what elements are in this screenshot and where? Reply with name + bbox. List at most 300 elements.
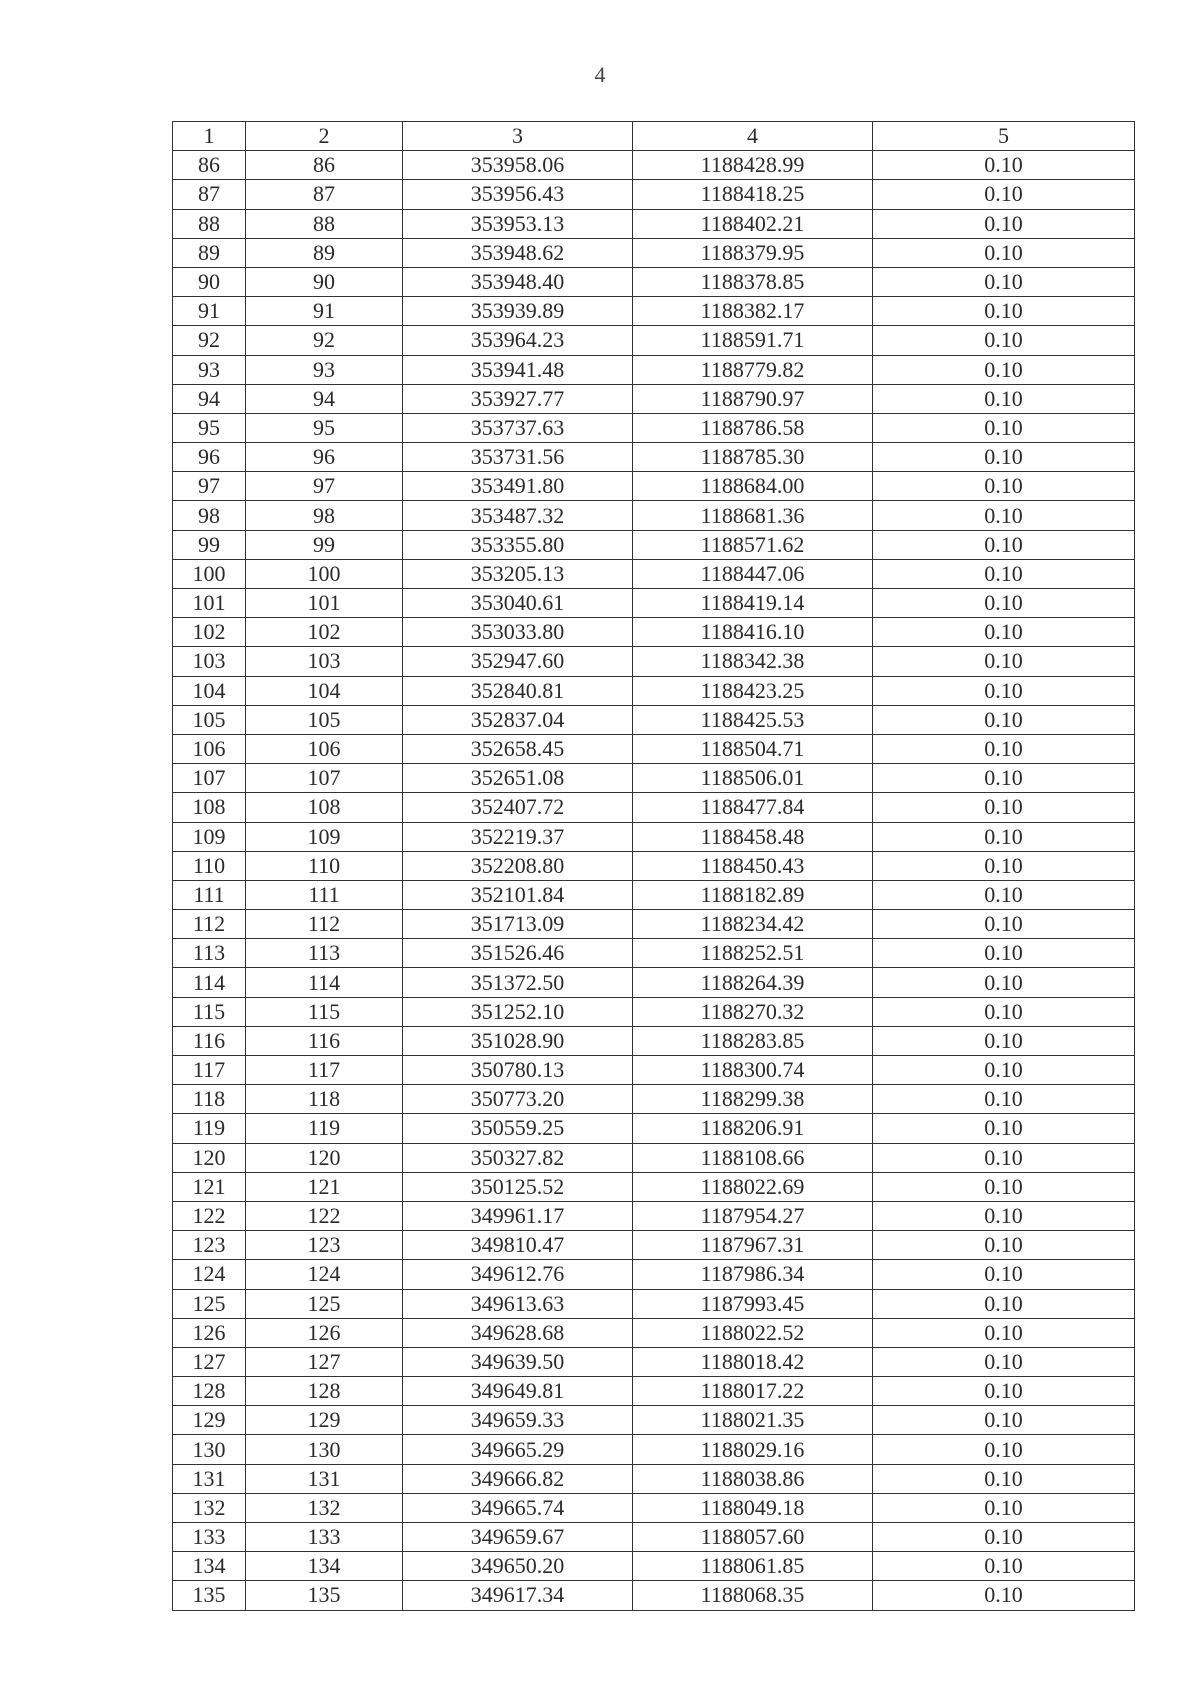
cell-coordinate-y: 1188382.17 <box>633 297 873 326</box>
table-row <box>173 1406 1135 1435</box>
cell-point-number: 106 <box>173 734 246 763</box>
cell-coordinate-x: 352101.84 <box>403 880 633 909</box>
table-row <box>173 676 1135 705</box>
table-row <box>173 1085 1135 1114</box>
cell-point-id: 111 <box>246 880 403 909</box>
cell-value: 0.10 <box>873 1464 1135 1493</box>
cell-coordinate-y: 1188423.25 <box>633 676 873 705</box>
cell-point-id: 87 <box>246 180 403 209</box>
cell-point-number: 126 <box>173 1318 246 1347</box>
coordinates-table <box>172 121 1135 1611</box>
cell-value: 0.10 <box>873 705 1135 734</box>
cell-point-number: 112 <box>173 910 246 939</box>
cell-value: 0.10 <box>873 209 1135 238</box>
cell-coordinate-y: 1187993.45 <box>633 1289 873 1318</box>
cell-point-number: 97 <box>173 472 246 501</box>
table-row <box>173 1231 1135 1260</box>
cell-value: 0.10 <box>873 1493 1135 1522</box>
cell-value: 0.10 <box>873 472 1135 501</box>
table-row <box>173 180 1135 209</box>
cell-coordinate-x: 349666.82 <box>403 1464 633 1493</box>
cell-coordinate-x: 349628.68 <box>403 1318 633 1347</box>
cell-value: 0.10 <box>873 1026 1135 1055</box>
cell-point-id: 98 <box>246 501 403 530</box>
cell-point-id: 86 <box>246 151 403 180</box>
cell-coordinate-y: 1188779.82 <box>633 355 873 384</box>
cell-coordinate-y: 1188790.97 <box>633 384 873 413</box>
cell-value: 0.10 <box>873 326 1135 355</box>
cell-coordinate-y: 1188342.38 <box>633 647 873 676</box>
cell-coordinate-x: 353941.48 <box>403 355 633 384</box>
cell-point-id: 104 <box>246 676 403 705</box>
cell-coordinate-x: 353487.32 <box>403 501 633 530</box>
table-row <box>173 880 1135 909</box>
cell-point-id: 103 <box>246 647 403 676</box>
cell-point-number: 101 <box>173 589 246 618</box>
cell-coordinate-x: 353355.80 <box>403 530 633 559</box>
cell-value: 0.10 <box>873 939 1135 968</box>
cell-point-id: 93 <box>246 355 403 384</box>
table-row <box>173 413 1135 442</box>
cell-point-number: 87 <box>173 180 246 209</box>
cell-point-id: 128 <box>246 1377 403 1406</box>
cell-coordinate-y: 1188785.30 <box>633 443 873 472</box>
cell-point-number: 91 <box>173 297 246 326</box>
cell-point-number: 134 <box>173 1552 246 1581</box>
cell-point-number: 95 <box>173 413 246 442</box>
cell-value: 0.10 <box>873 997 1135 1026</box>
cell-point-number: 124 <box>173 1260 246 1289</box>
table-row <box>173 1143 1135 1172</box>
cell-coordinate-y: 1188684.00 <box>633 472 873 501</box>
cell-point-number: 118 <box>173 1085 246 1114</box>
cell-value: 0.10 <box>873 1260 1135 1289</box>
table-row <box>173 530 1135 559</box>
cell-value: 0.10 <box>873 1056 1135 1085</box>
cell-point-number: 128 <box>173 1377 246 1406</box>
cell-coordinate-x: 350125.52 <box>403 1172 633 1201</box>
table-row <box>173 1493 1135 1522</box>
cell-coordinate-x: 353491.80 <box>403 472 633 501</box>
cell-point-number: 130 <box>173 1435 246 1464</box>
cell-coordinate-x: 353927.77 <box>403 384 633 413</box>
cell-value: 0.10 <box>873 1581 1135 1610</box>
table-row <box>173 1377 1135 1406</box>
cell-value: 0.10 <box>873 1231 1135 1260</box>
table-row <box>173 326 1135 355</box>
cell-coordinate-y: 1188018.42 <box>633 1347 873 1376</box>
cell-point-number: 110 <box>173 851 246 880</box>
table-row <box>173 1347 1135 1376</box>
cell-point-id: 88 <box>246 209 403 238</box>
cell-point-id: 119 <box>246 1114 403 1143</box>
cell-point-id: 105 <box>246 705 403 734</box>
cell-point-id: 91 <box>246 297 403 326</box>
cell-value: 0.10 <box>873 238 1135 267</box>
cell-point-id: 108 <box>246 793 403 822</box>
cell-coordinate-x: 353953.13 <box>403 209 633 238</box>
table-row <box>173 589 1135 618</box>
cell-point-number: 132 <box>173 1493 246 1522</box>
cell-coordinate-x: 353205.13 <box>403 559 633 588</box>
table-row <box>173 822 1135 851</box>
cell-coordinate-y: 1187986.34 <box>633 1260 873 1289</box>
cell-point-number: 125 <box>173 1289 246 1318</box>
column-header: 1 <box>173 122 246 151</box>
cell-coordinate-y: 1188681.36 <box>633 501 873 530</box>
cell-coordinate-x: 353964.23 <box>403 326 633 355</box>
coordinates-table-container <box>172 121 1134 1611</box>
cell-coordinate-x: 349665.74 <box>403 1493 633 1522</box>
cell-point-number: 119 <box>173 1114 246 1143</box>
cell-coordinate-x: 349810.47 <box>403 1231 633 1260</box>
cell-point-number: 135 <box>173 1581 246 1610</box>
cell-point-number: 107 <box>173 764 246 793</box>
cell-coordinate-y: 1188252.51 <box>633 939 873 968</box>
cell-point-number: 115 <box>173 997 246 1026</box>
cell-value: 0.10 <box>873 968 1135 997</box>
cell-value: 0.10 <box>873 530 1135 559</box>
cell-value: 0.10 <box>873 647 1135 676</box>
table-row <box>173 151 1135 180</box>
cell-value: 0.10 <box>873 1172 1135 1201</box>
cell-coordinate-x: 353033.80 <box>403 618 633 647</box>
cell-point-id: 135 <box>246 1581 403 1610</box>
cell-coordinate-y: 1188447.06 <box>633 559 873 588</box>
cell-point-id: 89 <box>246 238 403 267</box>
table-row <box>173 297 1135 326</box>
cell-coordinate-y: 1188591.71 <box>633 326 873 355</box>
table-row <box>173 647 1135 676</box>
cell-point-id: 126 <box>246 1318 403 1347</box>
cell-coordinate-y: 1188428.99 <box>633 151 873 180</box>
cell-coordinate-y: 1188571.62 <box>633 530 873 559</box>
table-row <box>173 267 1135 296</box>
cell-coordinate-x: 349613.63 <box>403 1289 633 1318</box>
cell-coordinate-x: 352208.80 <box>403 851 633 880</box>
cell-point-number: 96 <box>173 443 246 472</box>
cell-point-id: 131 <box>246 1464 403 1493</box>
cell-point-id: 115 <box>246 997 403 1026</box>
cell-point-number: 89 <box>173 238 246 267</box>
table-row <box>173 1523 1135 1552</box>
cell-point-number: 116 <box>173 1026 246 1055</box>
cell-point-number: 122 <box>173 1201 246 1230</box>
cell-value: 0.10 <box>873 1085 1135 1114</box>
cell-point-id: 130 <box>246 1435 403 1464</box>
cell-coordinate-y: 1188061.85 <box>633 1552 873 1581</box>
cell-coordinate-x: 353731.56 <box>403 443 633 472</box>
cell-point-number: 88 <box>173 209 246 238</box>
table-row <box>173 939 1135 968</box>
table-row <box>173 209 1135 238</box>
cell-value: 0.10 <box>873 764 1135 793</box>
cell-coordinate-y: 1188458.48 <box>633 822 873 851</box>
cell-value: 0.10 <box>873 1347 1135 1376</box>
cell-point-id: 117 <box>246 1056 403 1085</box>
cell-point-id: 100 <box>246 559 403 588</box>
cell-point-id: 112 <box>246 910 403 939</box>
cell-coordinate-y: 1188450.43 <box>633 851 873 880</box>
cell-coordinate-y: 1188234.42 <box>633 910 873 939</box>
table-row <box>173 968 1135 997</box>
cell-point-id: 123 <box>246 1231 403 1260</box>
cell-value: 0.10 <box>873 793 1135 822</box>
cell-point-id: 134 <box>246 1552 403 1581</box>
cell-coordinate-x: 352658.45 <box>403 734 633 763</box>
cell-coordinate-x: 352947.60 <box>403 647 633 676</box>
cell-value: 0.10 <box>873 1523 1135 1552</box>
column-header: 5 <box>873 122 1135 151</box>
cell-point-number: 127 <box>173 1347 246 1376</box>
cell-coordinate-y: 1188029.16 <box>633 1435 873 1464</box>
cell-coordinate-y: 1188416.10 <box>633 618 873 647</box>
cell-coordinate-y: 1188017.22 <box>633 1377 873 1406</box>
cell-coordinate-x: 353948.62 <box>403 238 633 267</box>
table-row <box>173 705 1135 734</box>
cell-point-id: 121 <box>246 1172 403 1201</box>
cell-coordinate-x: 349639.50 <box>403 1347 633 1376</box>
cell-point-id: 125 <box>246 1289 403 1318</box>
table-row <box>173 384 1135 413</box>
cell-coordinate-x: 352840.81 <box>403 676 633 705</box>
cell-coordinate-y: 1187954.27 <box>633 1201 873 1230</box>
cell-point-id: 120 <box>246 1143 403 1172</box>
cell-value: 0.10 <box>873 1201 1135 1230</box>
table-row <box>173 910 1135 939</box>
table-row <box>173 472 1135 501</box>
cell-point-number: 90 <box>173 267 246 296</box>
table-row <box>173 618 1135 647</box>
cell-point-number: 105 <box>173 705 246 734</box>
cell-point-number: 123 <box>173 1231 246 1260</box>
cell-coordinate-x: 349961.17 <box>403 1201 633 1230</box>
table-row <box>173 1172 1135 1201</box>
cell-point-id: 99 <box>246 530 403 559</box>
cell-point-number: 98 <box>173 501 246 530</box>
cell-coordinate-x: 352219.37 <box>403 822 633 851</box>
cell-coordinate-x: 352837.04 <box>403 705 633 734</box>
cell-coordinate-x: 349617.34 <box>403 1581 633 1610</box>
cell-point-number: 121 <box>173 1172 246 1201</box>
cell-point-id: 133 <box>246 1523 403 1552</box>
cell-coordinate-y: 1188402.21 <box>633 209 873 238</box>
cell-coordinate-y: 1188264.39 <box>633 968 873 997</box>
cell-point-id: 101 <box>246 589 403 618</box>
cell-point-id: 95 <box>246 413 403 442</box>
cell-point-id: 94 <box>246 384 403 413</box>
cell-point-number: 133 <box>173 1523 246 1552</box>
table-row <box>173 1435 1135 1464</box>
cell-point-id: 109 <box>246 822 403 851</box>
cell-point-number: 108 <box>173 793 246 822</box>
cell-coordinate-y: 1188379.95 <box>633 238 873 267</box>
cell-coordinate-x: 349649.81 <box>403 1377 633 1406</box>
cell-coordinate-y: 1188477.84 <box>633 793 873 822</box>
cell-coordinate-y: 1188506.01 <box>633 764 873 793</box>
cell-point-id: 118 <box>246 1085 403 1114</box>
table-row <box>173 238 1135 267</box>
cell-coordinate-x: 350327.82 <box>403 1143 633 1172</box>
cell-point-id: 122 <box>246 1201 403 1230</box>
cell-value: 0.10 <box>873 180 1135 209</box>
cell-value: 0.10 <box>873 1377 1135 1406</box>
cell-point-number: 104 <box>173 676 246 705</box>
cell-coordinate-y: 1188504.71 <box>633 734 873 763</box>
cell-coordinate-x: 353948.40 <box>403 267 633 296</box>
cell-value: 0.10 <box>873 559 1135 588</box>
cell-point-id: 124 <box>246 1260 403 1289</box>
cell-point-id: 102 <box>246 618 403 647</box>
cell-coordinate-y: 1187967.31 <box>633 1231 873 1260</box>
cell-value: 0.10 <box>873 910 1135 939</box>
table-row <box>173 1260 1135 1289</box>
cell-point-id: 114 <box>246 968 403 997</box>
cell-value: 0.10 <box>873 384 1135 413</box>
cell-value: 0.10 <box>873 1289 1135 1318</box>
cell-value: 0.10 <box>873 267 1135 296</box>
cell-coordinate-y: 1188038.86 <box>633 1464 873 1493</box>
cell-value: 0.10 <box>873 1318 1135 1347</box>
cell-point-number: 129 <box>173 1406 246 1435</box>
cell-coordinate-y: 1188206.91 <box>633 1114 873 1143</box>
cell-coordinate-y: 1188299.38 <box>633 1085 873 1114</box>
table-row <box>173 997 1135 1026</box>
cell-coordinate-y: 1188057.60 <box>633 1523 873 1552</box>
column-header: 4 <box>633 122 873 151</box>
cell-point-number: 117 <box>173 1056 246 1085</box>
cell-value: 0.10 <box>873 1143 1135 1172</box>
cell-coordinate-x: 351028.90 <box>403 1026 633 1055</box>
cell-point-number: 93 <box>173 355 246 384</box>
table-row <box>173 443 1135 472</box>
cell-point-id: 127 <box>246 1347 403 1376</box>
cell-value: 0.10 <box>873 413 1135 442</box>
cell-point-number: 111 <box>173 880 246 909</box>
page-number: 4 <box>594 62 606 87</box>
cell-coordinate-x: 352651.08 <box>403 764 633 793</box>
cell-point-id: 107 <box>246 764 403 793</box>
cell-coordinate-y: 1188182.89 <box>633 880 873 909</box>
cell-coordinate-x: 350780.13 <box>403 1056 633 1085</box>
cell-point-id: 129 <box>246 1406 403 1435</box>
table-row <box>173 1201 1135 1230</box>
cell-coordinate-x: 349612.76 <box>403 1260 633 1289</box>
cell-value: 0.10 <box>873 1114 1135 1143</box>
cell-coordinate-x: 353737.63 <box>403 413 633 442</box>
cell-point-number: 94 <box>173 384 246 413</box>
cell-point-number: 103 <box>173 647 246 676</box>
cell-point-number: 113 <box>173 939 246 968</box>
cell-coordinate-x: 349659.67 <box>403 1523 633 1552</box>
table-row <box>173 559 1135 588</box>
cell-point-id: 92 <box>246 326 403 355</box>
cell-coordinate-x: 351526.46 <box>403 939 633 968</box>
cell-point-id: 96 <box>246 443 403 472</box>
cell-value: 0.10 <box>873 734 1135 763</box>
cell-coordinate-y: 1188378.85 <box>633 267 873 296</box>
table-row <box>173 764 1135 793</box>
cell-coordinate-y: 1188022.69 <box>633 1172 873 1201</box>
cell-value: 0.10 <box>873 355 1135 384</box>
table-row <box>173 1581 1135 1610</box>
table-row <box>173 1026 1135 1055</box>
table-row <box>173 734 1135 763</box>
cell-coordinate-x: 353939.89 <box>403 297 633 326</box>
cell-coordinate-x: 353958.06 <box>403 151 633 180</box>
cell-coordinate-y: 1188108.66 <box>633 1143 873 1172</box>
cell-point-number: 102 <box>173 618 246 647</box>
cell-value: 0.10 <box>873 1552 1135 1581</box>
cell-coordinate-y: 1188418.25 <box>633 180 873 209</box>
table-row <box>173 1552 1135 1581</box>
column-header: 2 <box>246 122 403 151</box>
cell-coordinate-y: 1188022.52 <box>633 1318 873 1347</box>
cell-coordinate-x: 353956.43 <box>403 180 633 209</box>
cell-coordinate-y: 1188425.53 <box>633 705 873 734</box>
cell-value: 0.10 <box>873 851 1135 880</box>
cell-point-number: 100 <box>173 559 246 588</box>
cell-value: 0.10 <box>873 501 1135 530</box>
cell-point-id: 90 <box>246 267 403 296</box>
cell-point-number: 99 <box>173 530 246 559</box>
cell-coordinate-x: 351252.10 <box>403 997 633 1026</box>
cell-value: 0.10 <box>873 1435 1135 1464</box>
cell-value: 0.10 <box>873 880 1135 909</box>
cell-coordinate-y: 1188270.32 <box>633 997 873 1026</box>
cell-point-number: 120 <box>173 1143 246 1172</box>
table-row <box>173 1289 1135 1318</box>
table-row <box>173 1318 1135 1347</box>
cell-coordinate-y: 1188283.85 <box>633 1026 873 1055</box>
cell-coordinate-y: 1188786.58 <box>633 413 873 442</box>
cell-value: 0.10 <box>873 618 1135 647</box>
cell-coordinate-y: 1188300.74 <box>633 1056 873 1085</box>
table-row <box>173 1464 1135 1493</box>
cell-point-id: 116 <box>246 1026 403 1055</box>
cell-point-id: 110 <box>246 851 403 880</box>
cell-coordinate-x: 349650.20 <box>403 1552 633 1581</box>
cell-value: 0.10 <box>873 1406 1135 1435</box>
cell-coordinate-y: 1188068.35 <box>633 1581 873 1610</box>
cell-coordinate-x: 352407.72 <box>403 793 633 822</box>
cell-coordinate-y: 1188021.35 <box>633 1406 873 1435</box>
table-row <box>173 1114 1135 1143</box>
cell-coordinate-x: 351372.50 <box>403 968 633 997</box>
cell-coordinate-x: 353040.61 <box>403 589 633 618</box>
cell-coordinate-x: 351713.09 <box>403 910 633 939</box>
cell-coordinate-x: 349659.33 <box>403 1406 633 1435</box>
cell-value: 0.10 <box>873 297 1135 326</box>
cell-point-number: 114 <box>173 968 246 997</box>
column-header: 3 <box>403 122 633 151</box>
table-row <box>173 793 1135 822</box>
table-row <box>173 1056 1135 1085</box>
cell-point-id: 97 <box>246 472 403 501</box>
cell-coordinate-y: 1188049.18 <box>633 1493 873 1522</box>
cell-point-number: 86 <box>173 151 246 180</box>
cell-point-id: 132 <box>246 1493 403 1522</box>
cell-value: 0.10 <box>873 589 1135 618</box>
table-body <box>173 122 1135 1611</box>
table-row <box>173 355 1135 384</box>
cell-coordinate-y: 1188419.14 <box>633 589 873 618</box>
cell-coordinate-x: 350559.25 <box>403 1114 633 1143</box>
cell-coordinate-x: 350773.20 <box>403 1085 633 1114</box>
cell-value: 0.10 <box>873 151 1135 180</box>
table-header-row <box>173 122 1135 151</box>
cell-value: 0.10 <box>873 443 1135 472</box>
